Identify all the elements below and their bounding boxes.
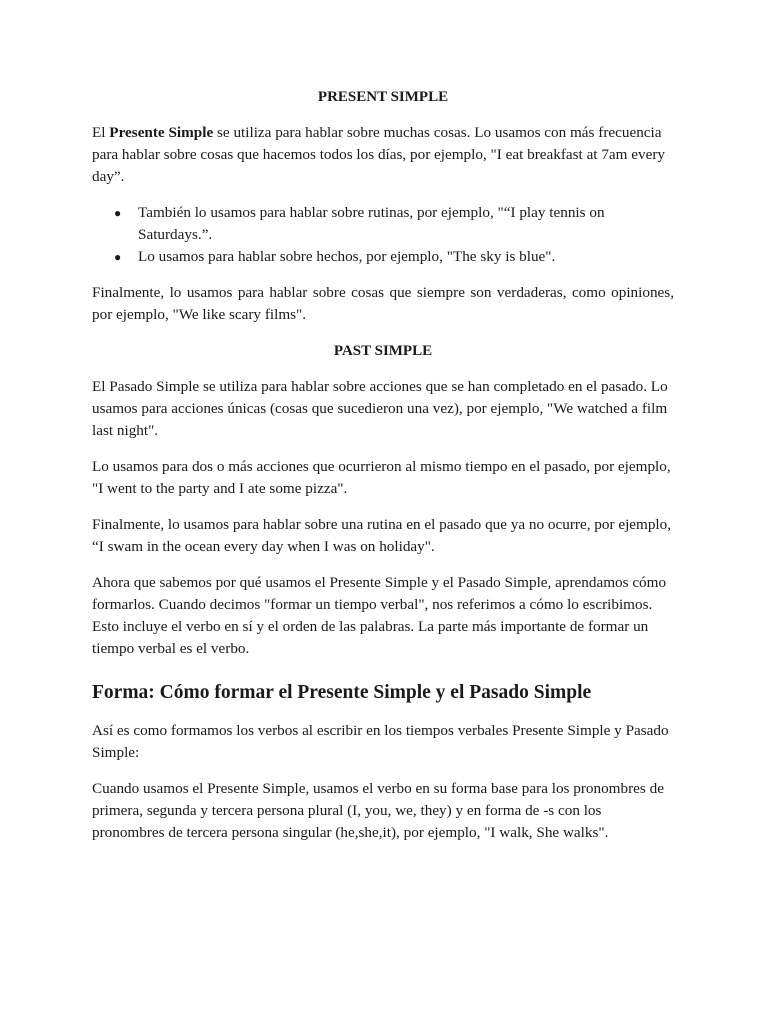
- section-title-past-simple: PAST SIMPLE: [333, 343, 433, 359]
- intro-rest: se utiliza para hablar sobre muchas cosas. Lo usamos con más frecuencia para hablar sobre cosas que hacemos todos los días, por ejemplo, "I eat breakfast at 7am every day”.: [92, 124, 665, 185]
- past-simple-paragraph: El Pasado Simple se utiliza para hablar sobre acciones que se han completado en el pasado. Lo usamos para acciones únicas (cosas que sucedieron una vez), por ejemplo, "We watched a film last night".: [92, 378, 668, 439]
- intro-prefix: El: [92, 124, 110, 141]
- past-simple-paragraph: Finalmente, lo usamos para hablar sobre una rutina en el pasado que ya no ocurre, por ejemplo, “I swam in the ocean every day when I was on holiday".: [92, 516, 672, 555]
- past-simple-paragraph: Lo usamos para dos o más acciones que ocurrieron al mismo tiempo en el pasado, por ejemplo, "I went to the party and I ate some pizza".: [92, 458, 671, 497]
- present-simple-bullet-list: [92, 202, 674, 268]
- bullet-icon: ●: [114, 206, 122, 220]
- section-title-present-simple: PRESENT SIMPLE: [317, 89, 449, 105]
- bullet-icon: ●: [114, 250, 122, 264]
- list-item: [92, 246, 674, 268]
- list-item: [92, 202, 674, 246]
- forma-paragraph: Así es como formamos los verbos al escribir en los tiempos verbales Presente Simple y Pasado Simple:: [92, 722, 669, 761]
- forma-paragraph: Cuando usamos el Presente Simple, usamos el verbo en su forma base para los pronombres de primera, segunda y tercera persona plural (I, you, we, they) y en forma de -s con los pronombres de tercera persona singular (he,she,it), por ejemplo, "I walk, She walks".: [92, 780, 664, 841]
- document-page: [92, 86, 674, 858]
- forma-heading: Forma: Cómo formar el Presente Simple y el Pasado Simple: [92, 682, 592, 703]
- present-simple-intro: [92, 122, 674, 188]
- present-simple-closing: Finalmente, lo usamos para hablar sobre cosas que siempre son verdaderas, como opiniones, por ejemplo, "We like scary films".: [92, 284, 674, 323]
- intro-bold-term: Presente Simple: [109, 124, 214, 141]
- past-simple-paragraph: Ahora que sabemos por qué usamos el Presente Simple y el Pasado Simple, aprendamos cómo formarlos. Cuando decimos "formar un tiempo verbal", nos referimos a cómo lo escribimos. Esto incluye el verbo en sí y el orden de las palabras. La parte más importante de formar un tiempo verbal es el verbo.: [92, 574, 667, 657]
- list-item-text: Lo usamos para hablar sobre hechos, por ejemplo, "The sky is blue".: [138, 248, 556, 265]
- list-item-text: También lo usamos para hablar sobre rutinas, por ejemplo, "“I play tennis on Saturdays.”.: [138, 204, 605, 243]
